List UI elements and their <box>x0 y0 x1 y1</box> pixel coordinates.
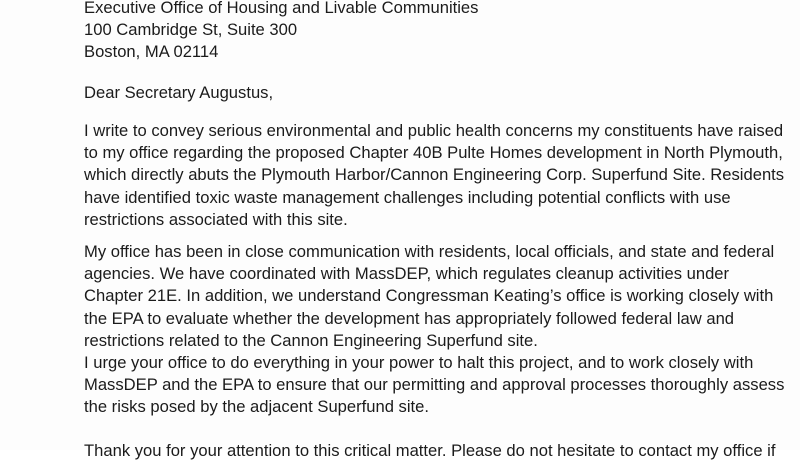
paragraph-line: restrictions associated with this site. <box>84 209 348 229</box>
paragraph-line: the risks posed by the adjacent Superfund site. <box>84 397 429 417</box>
paragraph-line: Thank you for your attention to this critical matter. Please do not hesitate to contact my office if <box>84 441 776 460</box>
paragraph-line: restrictions related to the Cannon Engineering Superfund site. <box>84 330 538 350</box>
paragraph-line: Chapter 21E. In addition, we understand Congressman Keating’s office is working closely with <box>84 286 774 306</box>
paragraph-line: I write to convey serious environmental and public health concerns my constituents have raised <box>84 121 784 140</box>
address-line-3: Boston, MA 02114 <box>84 42 219 62</box>
paragraph-line: My office has been in close communication with residents, local officials, and state and federal <box>84 242 775 261</box>
paragraph-line: have identified toxic waste management challenges including potential conflicts with use <box>84 187 731 207</box>
paragraph-4 <box>84 440 784 462</box>
paragraph-line: which directly abuts the Plymouth Harbor/Cannon Engineering Corp. Superfund Site. Residents <box>84 165 785 185</box>
recipient-address <box>84 0 478 64</box>
paragraph-line: agencies. We have coordinated with MassDEP, which regulates cleanup activities under <box>84 264 730 284</box>
paragraph-1 <box>84 120 784 231</box>
paragraph-line: MassDEP and the EPA to ensure that our permitting and approval processes thoroughly assess <box>84 375 785 395</box>
paragraph-3 <box>84 352 784 419</box>
paragraph-2 <box>84 241 784 352</box>
paragraph-line: I urge your office to do everything in your power to halt this project, and to work closely with <box>84 353 754 372</box>
address-line-1: Executive Office of Housing and Livable Communities <box>84 0 479 17</box>
salutation: Dear Secretary Augustus, <box>84 83 274 102</box>
address-line-2: 100 Cambridge St, Suite 300 <box>84 20 298 40</box>
paragraph-line: the EPA to evaluate whether the development has appropriately followed federal law and <box>84 308 735 328</box>
paragraph-line: to my office regarding the proposed Chapter 40B Pulte Homes development in North Plymouth, <box>84 143 783 163</box>
